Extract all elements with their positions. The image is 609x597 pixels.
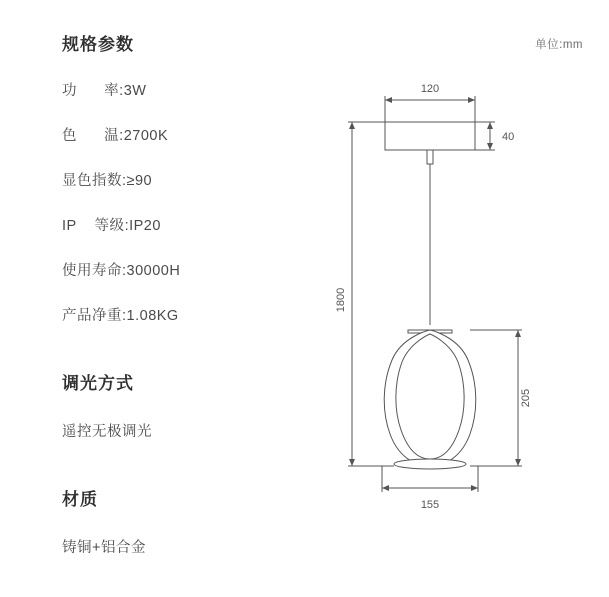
dimension-label-shade-width: 155 [420, 499, 440, 511]
section-title-material: 材质 [62, 490, 98, 509]
spec-separator: : [122, 308, 127, 324]
material-text: 铸铜+铝合金 [62, 540, 146, 556]
dimension-shade-height [470, 330, 532, 466]
spec-row [62, 79, 342, 100]
spec-value: ≥90 [126, 173, 153, 189]
dimension-label-canopy-width: 120 [420, 83, 440, 95]
spec-separator: : [119, 83, 124, 99]
spec-row [62, 214, 342, 235]
dimension-canopy-width [385, 83, 475, 122]
spec-row [62, 304, 342, 325]
spec-value: 30000H [126, 263, 181, 279]
spec-value: 3W [123, 83, 147, 99]
glass-shade [384, 330, 476, 469]
dimension-label-total-height: 1800 [335, 287, 347, 313]
spec-row [62, 169, 342, 190]
spec-value: IP20 [129, 218, 161, 234]
spec-separator: : [122, 173, 127, 189]
spec-label: 功 率 [62, 83, 120, 99]
dimension-label-canopy-height: 40 [502, 131, 515, 143]
spec-label: 显色指数 [62, 173, 122, 189]
spec-parameter-list [62, 79, 342, 325]
spec-row [62, 259, 342, 280]
dimension-shade-width [382, 466, 478, 511]
spec-label: 色 温 [62, 128, 120, 144]
dimming-method-text: 遥控无极调光 [62, 424, 152, 440]
section-title-dimming: 调光方式 [62, 374, 134, 393]
unit-note: 单位:mm [535, 39, 583, 51]
spec-label: IP 等级 [62, 218, 125, 234]
section-title-spec: 规格参数 [62, 35, 134, 54]
canopy-shape [385, 122, 475, 150]
spec-label: 产品净重 [62, 308, 122, 324]
dimension-canopy-height [475, 122, 514, 150]
spec-value: 2700K [123, 128, 169, 144]
spec-separator: : [122, 263, 127, 279]
dimension-label-shade-height: 205 [520, 388, 532, 408]
spec-value: 1.08KG [126, 308, 179, 324]
spec-separator: : [119, 128, 124, 144]
spec-row [62, 124, 342, 145]
spec-label: 使用寿命 [62, 263, 122, 279]
spec-separator: : [124, 218, 130, 234]
specification-column [62, 30, 342, 557]
dimension-drawing [330, 60, 595, 520]
